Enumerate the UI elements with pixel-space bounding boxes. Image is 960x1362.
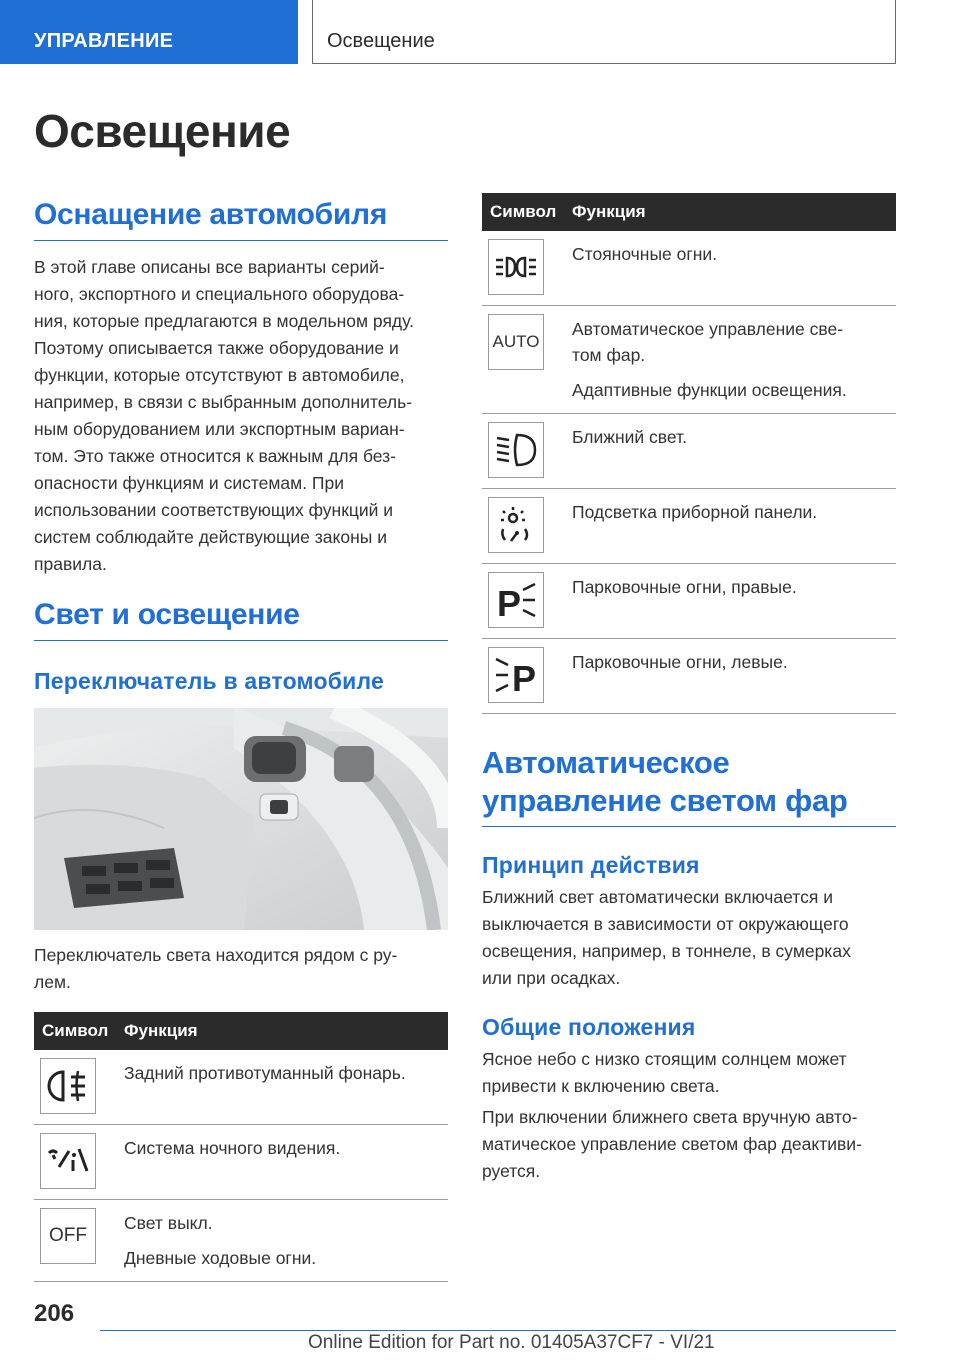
function-text: Свет выкл.	[124, 1213, 213, 1233]
function-text: Автоматическое управление све- том фар.	[572, 319, 844, 365]
text-line: При включении ближнего света вручную авто-	[482, 1107, 858, 1127]
parking-light-left-icon	[488, 647, 544, 703]
function-text: Дневные ходовые огни.	[124, 1248, 317, 1268]
row-function	[572, 414, 896, 489]
text-line: опасности функциям и системам. При	[34, 473, 345, 493]
function-text: Система ночного видения.	[124, 1138, 341, 1158]
function-text: Парковочные огни, левые.	[572, 652, 788, 672]
text-line: ния, которые предлагаются в модельном ряду.	[34, 311, 414, 331]
page-number: 206	[34, 1300, 75, 1327]
text-line: Ближний свет автоматически включается и	[482, 887, 833, 907]
heading-equipment: Оснащение автомобиля	[34, 196, 448, 241]
function-text: Подсветка приборной панели.	[572, 502, 818, 522]
table-row	[482, 231, 896, 306]
text-line: правила.	[34, 554, 107, 574]
table-row	[34, 1125, 448, 1200]
table-row	[482, 564, 896, 639]
text-line: лем.	[34, 972, 71, 992]
symbol-table-left	[34, 1012, 448, 1282]
text-line: освещения, например, в тоннеле, в сумерках	[482, 941, 851, 961]
text-line: В этой главе описаны все варианты серий-	[34, 257, 385, 277]
table-row	[482, 414, 896, 489]
general-paragraph-1	[482, 1046, 896, 1100]
row-function	[572, 489, 896, 564]
function-text: Задний противотуманный фонарь.	[124, 1063, 406, 1083]
chapter-tab: Освещение	[312, 0, 896, 64]
night-vision-icon	[40, 1133, 96, 1189]
row-function	[572, 306, 896, 414]
light-switch-photo	[34, 708, 448, 930]
parking-light-right-icon	[488, 572, 544, 628]
col-symbol: Символ	[34, 1012, 124, 1050]
switch-caption	[34, 942, 448, 996]
principle-paragraph	[482, 884, 896, 992]
auto-icon	[488, 314, 544, 370]
subheading-principle: Принцип действия	[482, 852, 700, 878]
row-function	[124, 1200, 448, 1282]
text-line: Поэтому описывается также оборудование и	[34, 338, 399, 358]
col-function: Функция	[124, 1012, 448, 1050]
table-row	[34, 1050, 448, 1125]
text-line: руется.	[482, 1161, 541, 1181]
function-text: Ближний свет.	[572, 427, 687, 447]
table-row	[482, 489, 896, 564]
text-line: выключается в зависимости от окружающего	[482, 914, 849, 934]
text-line: матическое управление светом фар деактиви-	[482, 1134, 862, 1154]
general-paragraph-2	[482, 1104, 896, 1185]
low-beam-icon	[488, 422, 544, 478]
row-function	[124, 1125, 448, 1200]
table-row	[482, 306, 896, 414]
text-line: функции, которые отсутствуют в автомобиле,	[34, 365, 405, 385]
text-line: привести к включению света.	[482, 1076, 720, 1096]
instrument-lighting-icon	[488, 497, 544, 553]
parking-lights-icon	[488, 239, 544, 295]
row-function	[572, 231, 896, 306]
footer-divider	[100, 1330, 896, 1331]
section-tab: УПРАВЛЕНИЕ	[0, 0, 298, 64]
text-line: Ясное небо с низко стоящим солнцем может	[482, 1049, 847, 1069]
off-icon	[40, 1208, 96, 1264]
text-line: Автоматическое	[482, 745, 730, 780]
table-row	[34, 1200, 448, 1282]
function-text: Стояночные огни.	[572, 244, 718, 264]
subheading-switch: Переключатель в автомобиле	[34, 668, 384, 694]
row-function	[124, 1050, 448, 1125]
heading-auto	[482, 744, 896, 827]
svg-text:P: P	[497, 583, 522, 620]
auto-icon-text: AUTO	[492, 332, 540, 351]
text-line: Переключатель света находится рядом с ру-	[34, 945, 398, 965]
rear-fog-light-icon	[40, 1058, 96, 1114]
subheading-general: Общие положения	[482, 1014, 696, 1040]
text-line: ного, экспортного и специального оборудова-	[34, 284, 405, 304]
function-text: Адаптивные функции освещения.	[572, 380, 847, 400]
text-line: использовании соответствующих функций и	[34, 500, 394, 520]
col-function: Функция	[572, 193, 896, 231]
table-row	[482, 639, 896, 714]
text-line: том. Это также относится к важным для без-	[34, 446, 396, 466]
off-icon-text: OFF	[49, 1225, 87, 1246]
equipment-paragraph	[34, 254, 448, 578]
col-symbol: Символ	[482, 193, 572, 231]
text-line: или при осадках.	[482, 968, 621, 988]
symbol-table-right	[482, 193, 896, 714]
heading-light: Свет и освещение	[34, 596, 448, 641]
footer-edition: Online Edition for Part no. 01405A37CF7 - VI/21	[308, 1332, 715, 1353]
text-line: систем соблюдайте действующие законы и	[34, 527, 387, 547]
function-text: Парковочные огни, правые.	[572, 577, 797, 597]
text-line: управление светом фар	[482, 783, 848, 818]
page-title: Освещение	[34, 105, 291, 157]
row-function	[572, 564, 896, 639]
text-line: например, в связи с выбранным дополнитель-	[34, 392, 413, 412]
svg-text:P: P	[512, 658, 537, 695]
row-function	[572, 639, 896, 714]
text-line: ным оборудованием или экспортным вариан-	[34, 419, 405, 439]
